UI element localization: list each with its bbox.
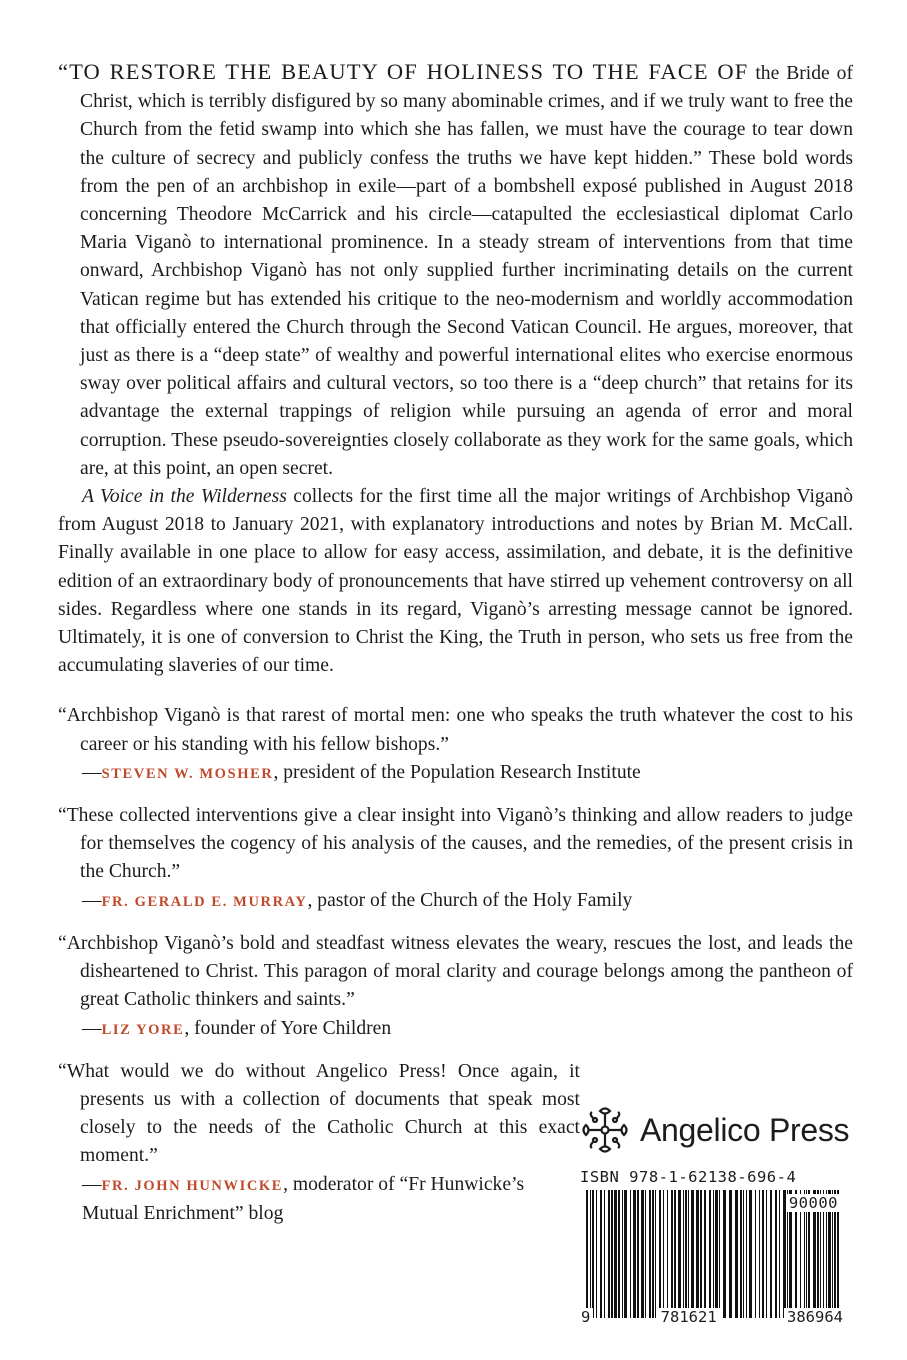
barcode-bar [645,1190,646,1318]
book-description [58,58,853,680]
barcode-bar [622,1190,623,1318]
barcode-bar [630,1190,631,1318]
barcode-bar [592,1190,594,1318]
barcode-bar [586,1190,588,1318]
barcode-bar [729,1190,732,1318]
barcode-bar [600,1190,602,1318]
isbn-label: ISBN 978-1-62138-696-4 [580,1168,797,1186]
barcode-bar [685,1190,687,1318]
description-paragraph-1 [58,58,853,483]
angelico-cross-emblem-icon [580,1105,630,1155]
endorsement-3 [58,930,853,1044]
back-cover [58,58,853,1242]
book-title: A Voice in the Wilderness [82,486,287,508]
endorsement-text: “Archbishop Viganò’s bold and steadfast witness elevates the weary, rescues the lost, and leads the disheartened to Christ. This paragon of moral clarity and courage belongs among the pantheon of great Catholic thinkers and saints.” [58,932,853,1011]
publisher-name: Angelico Press [640,1111,850,1148]
description-paragraph-2 [58,483,853,680]
barcode-bar [775,1190,777,1318]
barcode-bar [755,1190,756,1318]
barcode-bar [683,1190,684,1318]
barcode-bar [783,1190,786,1318]
barcode-bar [667,1190,668,1318]
barcode-bar [637,1190,639,1318]
endorsement-1 [58,702,853,788]
barcode-bar [749,1190,752,1318]
publisher-logo [580,1102,860,1158]
barcode-bar [743,1190,744,1318]
barcode-bar [779,1190,780,1318]
barcode-bar [746,1190,747,1318]
barcode-bar [652,1190,654,1318]
barcode-bar [659,1190,661,1318]
description-paragraph-2-text: collects for the first time all the major writings of Archbishop Viganò from August 2018 to January 2021, with explanatory introductions and notes by Brian M. McCall. Finally available in one place to allow for easy access, assimilation, and debate, it is the definitive edition of an extraordinary body of pronouncements that have stirred up vehement controversy on all sides. Regardless where one stands in its regard, Viganò’s arresting message cannot be ignored. Ultimately, it is one of conversion to Christ the King, the Truth in person, who sets us free from the accumulating slaveries of our time. [58,486,853,677]
barcode-bar [618,1190,620,1318]
endorser-role: , moderator of “Fr Hunwicke’s Mutual Enrichment” blog [82,1173,525,1224]
barcode-bar [723,1190,726,1318]
endorsement-attribution: —STEVEN W. MOSHER, president of the Population Research Institute [82,761,641,783]
barcode-bar [713,1190,714,1318]
barcode-bar [688,1190,689,1318]
barcode-bar [663,1190,664,1318]
endorser-name: STEVEN W. MOSHER [101,765,274,782]
endorsement-attribution: —LIZ YORE, founder of Yore Children [82,1017,392,1039]
endorsement-text: “What would we do without Angelico Press! Once again, it presents us with a collection of documents that speak most closely to the needs of the Catholic Church at this exact moment.” [58,1060,580,1167]
barcode-bar [614,1190,617,1318]
endorser-name: LIZ YORE [101,1021,185,1038]
barcode-bar [590,1190,591,1318]
barcode-bar [633,1190,636,1318]
barcode-bar [700,1190,702,1318]
barcode-bar [696,1190,699,1318]
barcode-bar [770,1190,772,1318]
endorser-name: FR. GERALD E. MURRAY [101,893,308,910]
barcode-bar [719,1190,720,1318]
description-paragraph-1-text: the Bride of Christ, which is terribly disfigured by so many abominable crimes, and if we truly want to free the Church from the fetid swamp into which she has fallen, we must have the courage to tear down the culture of secrecy and publicly confess the truths we have kept hidden.” These bold words from the pen of an archbishop in exile—part of a bombshell exposé published in August 2018 concerning Theodore McCarrick and his circle—catapulted the ecclesiastical diplomat Carlo Maria Viganò to international prominence. In a steady stream of interventions from that time onward, Archbishop Viganò has not only supplied further incriminating details on the current Vatican regime but has extended his critique to the neo-modernism and worldly accommodation that officially entered the Church through the Second Vatican Council. He argues, moreover, that just as there is a “deep state” of wealthy and powerful international elites who exercise enormous sway over political affairs and cultural vectors, so too there is a “deep church” that retains for its advantage the external trappings of religion while pursuing an agenda of error and moral corruption. These pseudo-sovereignties closely collaborate as they work for the same goals, which are, at this point, an open secret. [80,63,853,479]
endorsement-text: “These collected interventions give a clear insight into Viganò’s thinking and allow readers to judge for themselves the cogency of his analysis of the causes, and the remedies, of the present crisis in the Church.” [58,805,853,883]
barcode-bar [762,1190,764,1318]
barcode [578,1190,846,1330]
barcode-bar [655,1190,656,1318]
endorsement-attribution: —FR. JOHN HUNWICKE, moderator of “Fr Hunwicke’s Mutual Enrichment” blog [82,1173,525,1224]
barcode-bar [715,1190,718,1318]
barcode-bar [704,1190,706,1318]
barcode-bar [649,1190,651,1318]
barcode-bar [709,1190,711,1318]
endorsement-attribution: —FR. GERALD E. MURRAY, pastor of the Church of the Holy Family [82,889,633,911]
barcode-bar [735,1190,738,1318]
endorsement-2 [58,802,853,916]
barcode-bar [691,1190,694,1318]
barcode-bar [611,1190,613,1318]
barcode-bar [671,1190,673,1318]
ean-digits [578,1308,846,1326]
endorsement-text: “Archbishop Viganò is that rarest of mortal men: one who speaks the truth whatever the cost to his career or his standing with his fellow bishops.” [58,705,853,755]
barcode-bar [604,1190,605,1318]
barcode-bar [624,1190,627,1318]
endorser-name: FR. JOHN HUNWICKE [101,1177,284,1194]
endorser-role: , president of the Population Research Institute [273,761,641,783]
barcode-bar [759,1190,760,1318]
barcode-bar [641,1190,644,1318]
barcode-bar [674,1190,676,1318]
ean-left-group: 781621 [658,1308,720,1326]
endorser-role: , founder of Yore Children [184,1017,392,1039]
barcode-bar [678,1190,681,1318]
barcode-bar [740,1190,742,1318]
barcode-bar [766,1190,767,1318]
endorser-role: , pastor of the Church of the Holy Family [307,889,633,911]
ean-first-digit: 9 [578,1308,593,1326]
price-code: 90000 [788,1194,838,1212]
barcode-bar [596,1190,597,1318]
barcode-bar [608,1190,610,1318]
opening-caps-line: “TO RESTORE THE BEAUTY OF HOLINESS TO THE FACE OF [58,59,749,84]
ean-right-group: 386964 [784,1308,846,1326]
